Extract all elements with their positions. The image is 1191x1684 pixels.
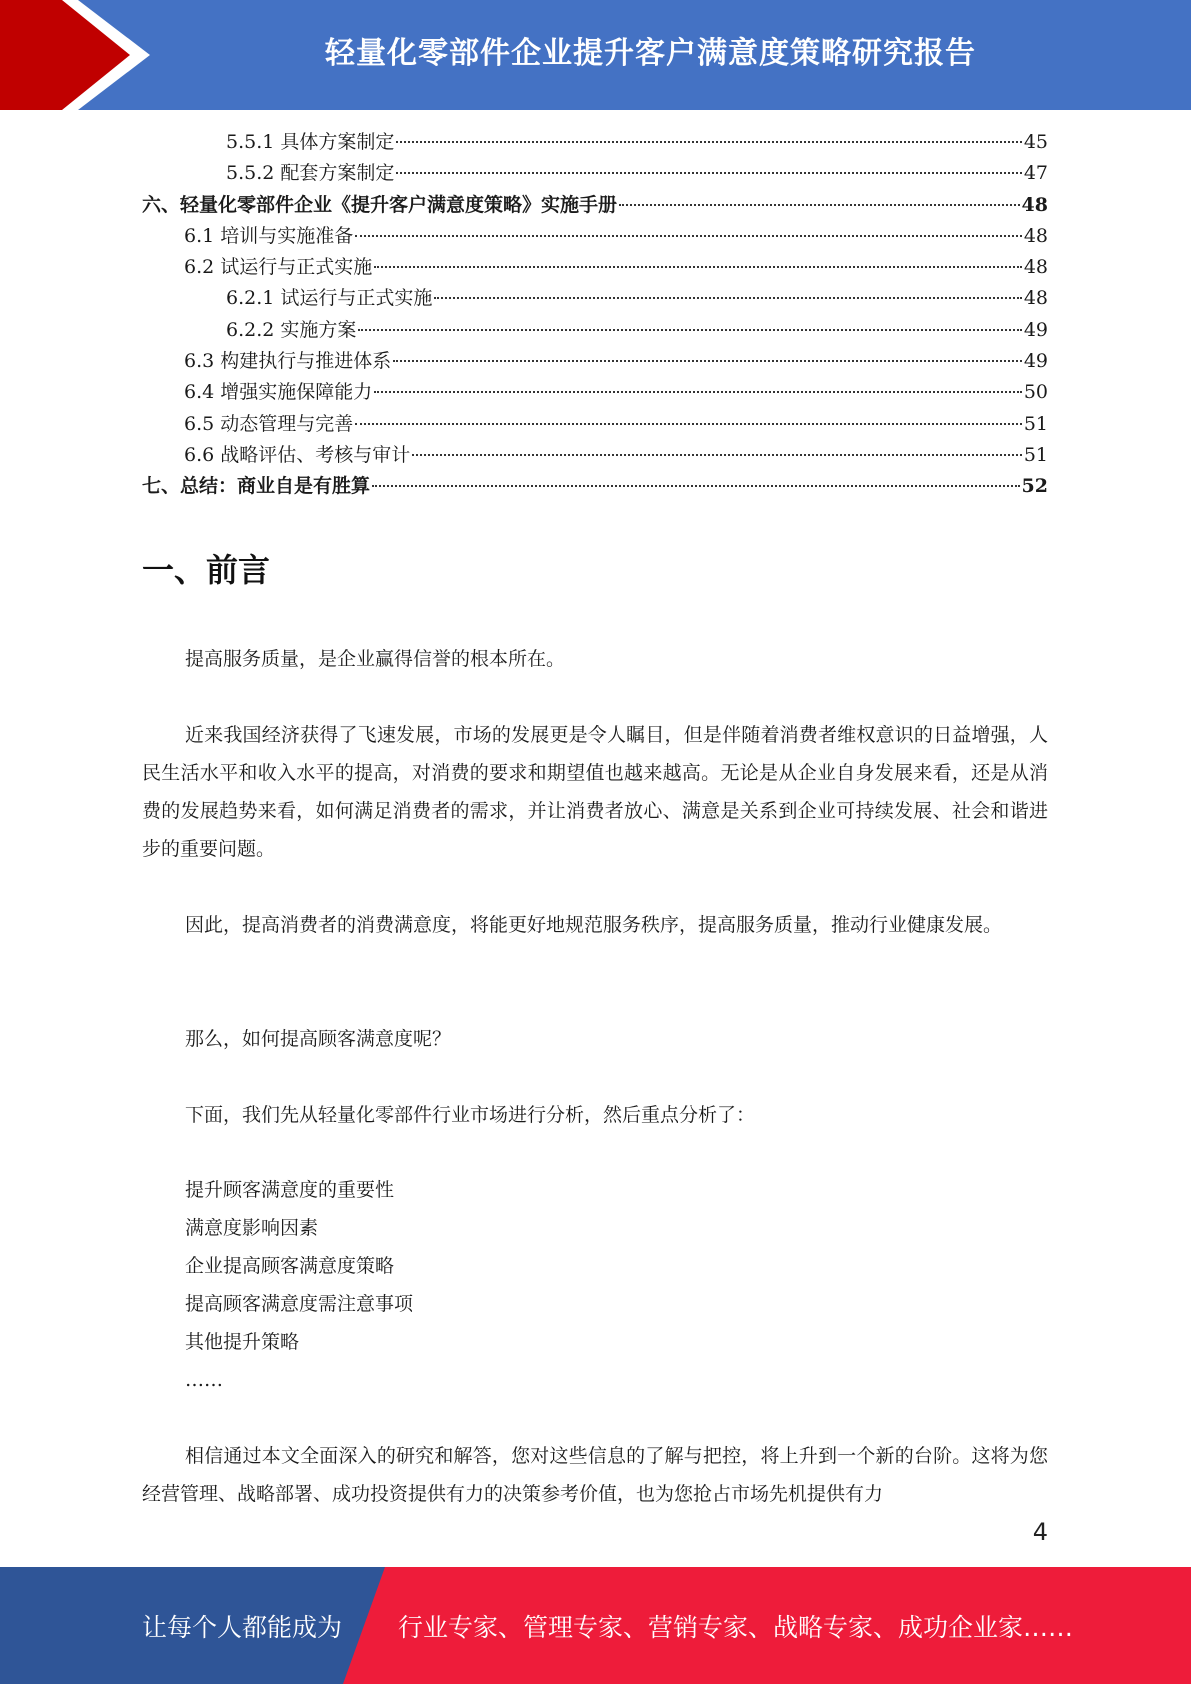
toc-entry-page: 47 [1023, 162, 1048, 185]
toc-leader-dots [358, 329, 1021, 331]
toc-entry[interactable] [142, 190, 1048, 221]
toc-entry-label: 6.2 试运行与正式实施 [184, 256, 373, 279]
toc-entry[interactable] [142, 409, 1048, 440]
toc-leader-dots [412, 454, 1022, 456]
toc-entry-page: 51 [1023, 412, 1048, 435]
toc-entry[interactable] [142, 315, 1048, 346]
toc-entry-page: 50 [1023, 381, 1048, 404]
topic-list [185, 1171, 413, 1399]
toc-entry[interactable] [142, 127, 1048, 158]
toc-entry[interactable] [142, 440, 1048, 471]
toc-entry-page: 48 [1023, 256, 1048, 279]
toc-leader-dots [619, 204, 1020, 206]
list-item: 提高顾客满意度需注意事项 [185, 1293, 414, 1315]
toc-entry-page: 52 [1021, 475, 1048, 498]
toc-leader-dots [372, 485, 1020, 487]
toc-entry-label: 5.5.2 配套方案制定 [226, 162, 395, 185]
paragraph-3: 因此，提高消费者的消费满意度，将能更好地规范服务秩序，提高服务质量，推动行业健康发展。 [185, 914, 1003, 936]
toc-entry-page: 48 [1023, 224, 1048, 247]
paragraph-6: 相信通过本文全面深入的研究和解答，您对这些信息的了解与把控，将上升到一个新的台阶。这将为您经营管理、战略部署、成功投资提供有力的决策参考价值，也为您抢占市场先机提供有力 [142, 1445, 1048, 1505]
toc-entry-label: 6.1 培训与实施准备 [184, 224, 354, 247]
toc-entry-label: 6.5 动态管理与完善 [184, 412, 354, 435]
page-header [0, 0, 1191, 110]
footer-slogan-left: 让每个人都能成为 [142, 1612, 343, 1642]
list-item: …… [185, 1369, 223, 1391]
paragraph-5: 下面，我们先从轻量化零部件行业市场进行分析，然后重点分析了： [185, 1104, 756, 1126]
toc-entry[interactable] [142, 377, 1048, 408]
toc-entry-label: 5.5.1 具体方案制定 [226, 131, 395, 153]
toc-entry[interactable] [142, 221, 1048, 252]
toc-leader-dots [374, 391, 1022, 393]
list-item: 提升顾客满意度的重要性 [185, 1179, 395, 1201]
toc-leader-dots [396, 172, 1021, 174]
toc-leader-dots [355, 235, 1022, 237]
header-arrow-red [0, 0, 130, 110]
toc-entry-label: 七、总结：商业自是有胜算 [142, 475, 371, 498]
toc-entry[interactable] [142, 471, 1048, 502]
toc-entry[interactable] [142, 283, 1048, 314]
toc-leader-dots [355, 423, 1022, 425]
toc-entry-label: 6.2.1 试运行与正式实施 [226, 287, 433, 310]
list-item: 其他提升策略 [185, 1331, 300, 1353]
toc-leader-dots [393, 360, 1022, 362]
toc-entry-label: 六、轻量化零部件企业《提升客户满意度策略》实施手册 [142, 193, 618, 216]
toc-leader-dots [434, 297, 1021, 299]
page-number: 4 [1032, 1518, 1048, 1546]
toc-entry-page: 51 [1023, 443, 1048, 466]
paragraph-4: 那么，如何提高顾客满意度呢？ [185, 1028, 452, 1050]
toc-entry[interactable] [142, 252, 1048, 283]
header-title: 轻量化零部件企业提升客户满意度策略研究报告 [325, 36, 976, 71]
page-footer [0, 1567, 1191, 1684]
table-of-contents [142, 127, 1048, 503]
section-heading: 一、前言 [142, 551, 271, 589]
toc-entry[interactable] [142, 158, 1048, 189]
header-arrow-decoration [0, 0, 160, 110]
toc-entry-label: 6.3 构建执行与推进体系 [184, 350, 392, 373]
list-item: 企业提高顾客满意度策略 [185, 1255, 395, 1277]
toc-entry-page: 48 [1023, 287, 1048, 310]
toc-entry-label: 6.2.2 实施方案 [226, 318, 357, 341]
toc-entry-page: 49 [1023, 318, 1048, 341]
list-item: 满意度影响因素 [185, 1217, 319, 1239]
toc-entry[interactable] [142, 346, 1048, 377]
toc-entry-page: 45 [1023, 131, 1048, 153]
toc-leader-dots [396, 141, 1021, 143]
footer-slogan-right: 行业专家、管理专家、营销专家、战略专家、成功企业家…… [398, 1612, 1074, 1642]
toc-entry-label: 6.4 增强实施保障能力 [184, 381, 373, 404]
paragraph-1: 提高服务质量，是企业赢得信誉的根本所在。 [185, 648, 566, 670]
toc-entry-page: 49 [1023, 350, 1048, 373]
toc-leader-dots [374, 266, 1022, 268]
paragraph-2: 近来我国经济获得了飞速发展，市场的发展更是令人瞩目，但是伴随着消费者维权意识的日益增强，人民生活水平和收入水平的提高，对消费的要求和期望值也越来越高。无论是从企业自身发展来看，还是从消费的发展趋势来看，如何满足消费者的需求，并让消费者放心、满意是关系到企业可持续发展、社会和谐进步的重要问题。 [142, 724, 1048, 860]
toc-entry-page: 48 [1021, 193, 1048, 216]
toc-entry-label: 6.6 战略评估、考核与审计 [184, 443, 411, 466]
